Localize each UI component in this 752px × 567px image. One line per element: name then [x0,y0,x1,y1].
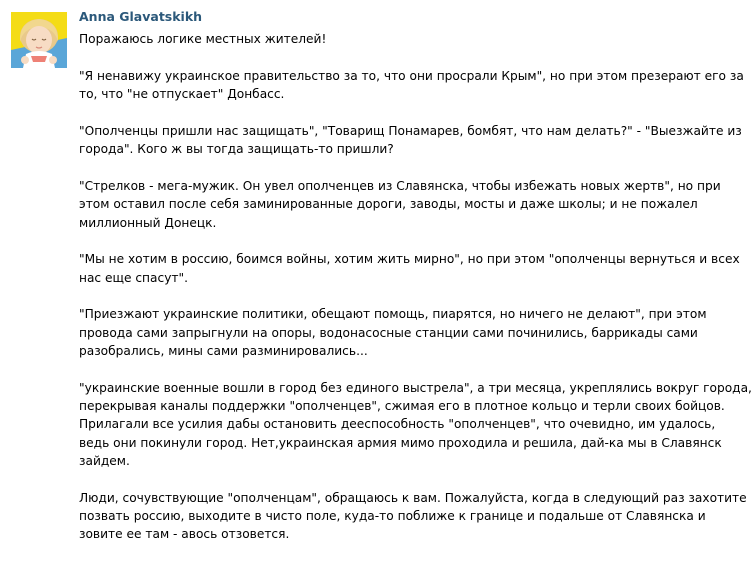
post-line: города". Кого ж вы тогда защищать-то пришли? [79,142,394,157]
post-paragraph-7 [79,379,752,470]
post-paragraph-5 [79,250,740,287]
post-line: зовите ее там - авось отзовется. [79,527,290,542]
post-line: ведь они покинули город. Нет,украинская армия мимо проходила и решила, дай-ка мы в Славянск [79,435,722,450]
post-line: этом оставил после себя заминированные дороги, заводы, мосты и даже школы; и не пожалел [79,197,698,212]
post-line: перекрывая каналы поддержки "ополченцев", сжимая его в плотное кольцо и терли своих бойцов. [79,399,725,414]
post-line: Поражаюсь логике местных жителей! [79,32,327,46]
post-line: нас еще спасут". [79,270,188,285]
post-line: миллионный Донецк. [79,215,217,230]
post-line: разобрались, мины сами разминировались... [79,344,368,359]
post-line: "украинские военные вошли в город без единого выстрела", а три месяца, укреплялись вокруг города, [79,380,752,395]
post-paragraph-1 [79,30,674,48]
post-paragraph-6 [79,305,707,360]
post-line: "Приезжают украинские политики, обещают помощь, пиарятся, но ничего не делают", при этом [79,307,707,322]
post-line: "Стрелков - мега-мужик. Он увел ополченцев из Славянска, чтобы избежать новых жертв", но при [79,178,721,193]
post-line: "Мы не хотим в россию, боимся войны, хотим жить мирно", но при этом "ополченцы вернуться и всех [79,252,740,267]
post-line: "Я ненавижу украинское правительство за то, что они просрали Крым", но при этом презерают его за [79,68,744,83]
post-line: Люди, сочувствующие "ополченцам", обращаюсь к вам. Пожалуйста, когда в следующий раз захотите [79,490,747,505]
post-line: позвать россию, выходите в чисто поле, куда-то поближе к границе и подальше от Славянска и [79,509,706,524]
post-line: то, что "не отпускает" Донбасс. [79,87,285,102]
post-line: "Ополченцы пришли нас защищать", "Товарищ Понамарев, бомбят, что нам делать?" - "Выезжайте из [79,123,742,138]
post-paragraph-2 [79,67,744,104]
post-text [79,30,752,562]
avatar-girl-yellow-blue-icon [11,12,67,68]
post-paragraph-8 [79,489,747,544]
author-name-link[interactable]: Anna Glavatskikh [79,9,203,24]
post-line: Прилагали все усилия дабы остановить дееспособность "ополченцев", что очевидно, им удалось, [79,417,716,432]
post-line: провода сами запрыгнули на опоры, водонасосные станции сами починились, баррикады сами [79,325,698,340]
author-avatar[interactable] [11,12,67,68]
post-paragraph-4 [79,177,721,232]
post-line: зайдем. [79,454,130,469]
post-paragraph-3 [79,122,742,159]
